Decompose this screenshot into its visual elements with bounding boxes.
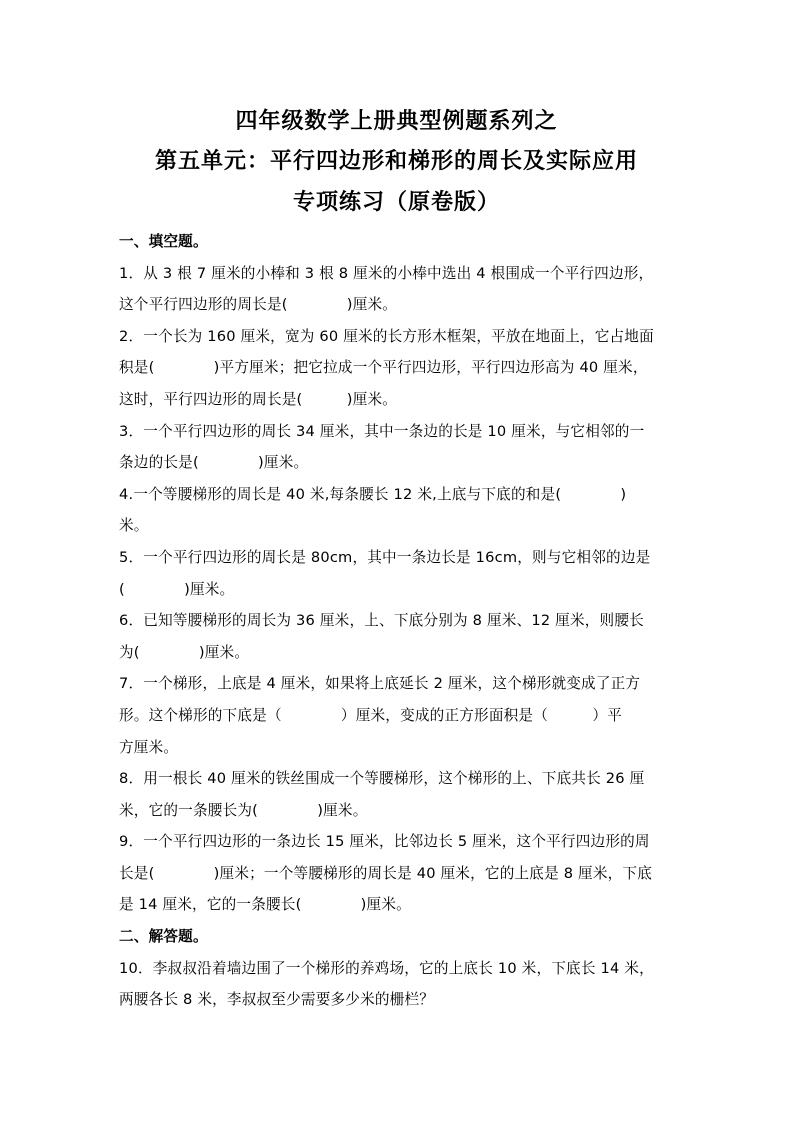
question-line: 是 14 厘米，它的一条腰长( )厘米。 [119,896,411,914]
question-line: 4.一个等腰梯形的周长是 40 米,每条腰长 12 米,上底与下底的和是( ) [119,485,627,503]
question-line: 10．李叔叔沿着墙边围了一个梯形的养鸡场，它的上底长 10 米，下底长 14 米， [119,959,654,977]
question-line: 2．一个长为 160 厘米，宽为 60 厘米的长方形木框架，平放在地面上，它占地面 [119,327,654,345]
title-series: 四年级数学上册典型例题系列之 [235,109,558,134]
question-4 [119,479,675,542]
question-line: 6．已知等腰梯形的周长为 36 厘米，上、下底分别为 8 厘米、12 厘米，则腰长 [119,612,644,630]
question-line: 米，它的一条腰长为( )厘米。 [119,801,368,819]
question-line: 两腰各长 8 米，李叔叔至少需要多少米的栅栏？ [119,991,435,1009]
question-8 [119,763,675,826]
question-line: 1．从 3 根 7 厘米的小棒和 3 根 8 厘米的小棒中选出 4 根围成一个平行四边形， [119,264,654,282]
question-line: 积是( )平方厘米；把它拉成一个平行四边形，平行四边形高为 40 厘米， [119,359,648,377]
title-practice: 专项练习（原卷版） [292,190,500,215]
document-body [119,226,675,1016]
section-heading-fill-in: 一、填空题。 [119,233,208,250]
question-line: 条边的长是( )厘米。 [119,454,309,472]
question-line: 这时，平行四边形的周长是( )厘米。 [119,390,398,408]
question-line: 长是( )厘米；一个等腰梯形的周长是 40 厘米，它的上底是 8 厘米，下底 [119,864,653,882]
question-line: 5．一个平行四边形的周长是 80cm，其中一条边长是 16cm，则与它相邻的边是 [119,548,651,566]
question-7 [119,668,675,763]
question-3 [119,416,675,479]
question-line: 7．一个梯形，上底是 4 厘米，如果将上底延长 2 厘米，这个梯形就变成了正方 [119,675,641,693]
question-2 [119,321,675,416]
question-line: 8．用一根长 40 厘米的铁丝围成一个等腰梯形，这个梯形的上、下底共长 26 厘 [119,770,645,788]
question-line: 米。 [119,517,149,535]
question-6 [119,605,675,668]
question-5 [119,542,675,605]
question-9 [119,826,675,921]
question-line: 形。这个梯形的下底是（ ）厘米，变成的正方形面积是（ ）平 [119,706,622,724]
section-heading-word-problems: 二、解答题。 [119,928,208,946]
question-line: 9．一个平行四边形的一条边长 15 厘米，比邻边长 5 厘米，这个平行四边形的周 [119,833,650,851]
question-line: 方厘米。 [119,738,179,756]
question-line: 为( )厘米。 [119,643,250,661]
question-line: ( )厘米。 [119,580,235,598]
question-1 [119,258,675,321]
question-line: 这个平行四边形的周长是( )厘米。 [119,296,398,314]
question-line: 3．一个平行四边形的周长 34 厘米，其中一条边的长是 10 厘米，与它相邻的一 [119,422,645,440]
title-unit: 第五单元：平行四边形和梯形的周长及实际应用 [154,149,638,174]
question-10 [119,953,675,1016]
